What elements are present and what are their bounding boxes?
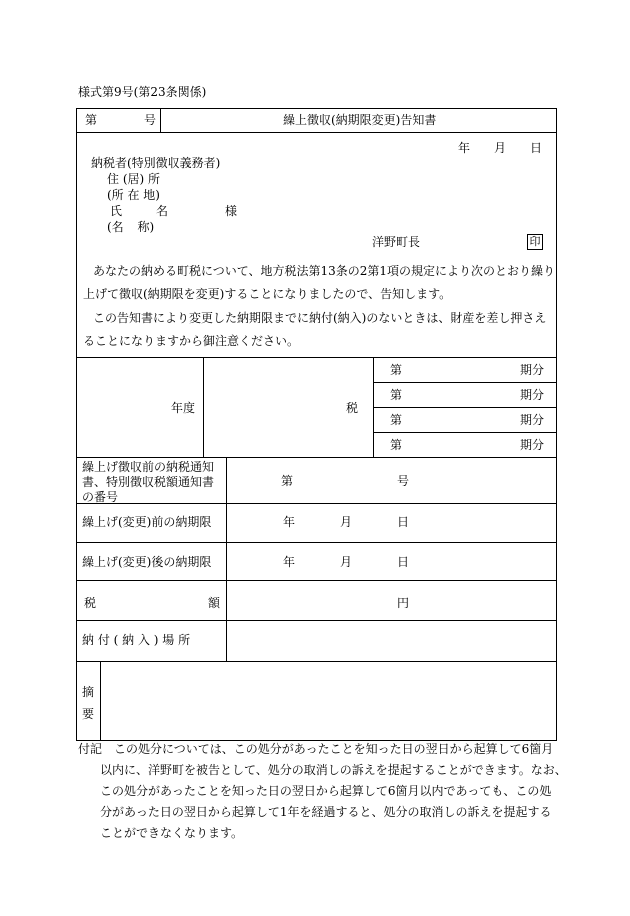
notice-number-suffix: 号 [397,474,410,488]
name-label-1: 氏 [110,204,123,218]
after-year-label: 年 [283,555,296,569]
period-suffix: 期分 [520,363,545,377]
header-number-prefix: 第 [85,113,98,127]
form-label: 様式第9号(第23条関係) [78,85,207,99]
body-para2-line2: ることになりますから御注意ください。 [83,334,300,348]
after-month-label: 月 [340,555,353,569]
footnote-line3: この処分があったことを知った日の翌日から起算して6箇月以内であっても、この処 [100,784,552,798]
notice-number-prefix: 第 [281,474,294,488]
before-month-label: 月 [340,515,353,529]
footnote-line5: ことができなくなります。 [100,826,244,840]
document-title: 繰上徴収(納期限変更)告知書 [283,113,437,127]
remarks-label-1: 摘 [82,685,95,699]
tax-type-label: 税 [346,401,359,415]
name-label-2: 名 [156,204,169,218]
footnote-label: 付記 [78,742,103,756]
amount-label-2: 額 [208,596,221,610]
period-suffix: 期分 [520,438,545,452]
address-label: 住 (居) 所 [107,172,160,186]
period-prefix: 第 [390,363,403,377]
before-due-date-label: 繰上げ(変更)前の納期限 [82,515,212,529]
footnote-line1: この処分については、この処分があったことを知った日の翌日から起算して6箇月 [114,742,554,756]
after-due-date-label: 繰上げ(変更)後の納期限 [82,555,212,569]
period-prefix: 第 [390,388,403,402]
period-suffix: 期分 [520,413,545,427]
notice-number-label-line2: 書、特別徴収税額通知書 [82,475,215,489]
issuer-name: 洋野町長 [372,235,421,249]
body-para2-line1: この告知書により変更した納期限までに納付(納入)のないときは、財産を差し押さえ [93,311,547,325]
fiscal-year-label: 年度 [171,401,196,415]
before-year-label: 年 [283,515,296,529]
amount-unit: 円 [397,596,410,610]
footnote-line4: 分があった日の翌日から起算して1年を経過すると、処分の取消しの訴えを提起する [100,805,552,819]
footnote-line2: 以内に、洋野町を被告として、処分の取消しの訴えを提起することができます。なお、 [100,763,567,777]
seal-mark: 印 [527,234,543,250]
remarks-label-2: 要 [82,707,95,721]
period-prefix: 第 [390,413,403,427]
amount-label-1: 税 [84,596,97,610]
period-suffix: 期分 [520,388,545,402]
after-day-label: 日 [397,555,410,569]
notice-number-label-line3: の番号 [82,490,119,504]
corp-name-label: (名 称) [107,220,155,234]
header-number-suffix: 号 [144,113,157,127]
before-day-label: 日 [397,515,410,529]
period-prefix: 第 [390,438,403,452]
body-para1-line1: あなたの納める町税について、地方税法第13条の2第1項の規定により次のとおり繰り [93,264,556,278]
date-year-label: 年 [458,141,471,155]
location-label: (所 在 地) [107,188,160,202]
date-month-label: 月 [494,141,507,155]
notice-number-label-line1: 繰上げ徴収前の納税通知 [82,460,215,474]
date-day-label: 日 [530,141,543,155]
taxpayer-label: 納税者(特別徴収義務者) [91,156,221,170]
body-para1-line2: 上げて徴収(納期限を変更)することになりましたので、告知します。 [83,287,452,301]
honorific-label: 様 [225,204,238,218]
payment-place-label: 納 付 ( 納 入 ) 場 所 [82,633,191,647]
